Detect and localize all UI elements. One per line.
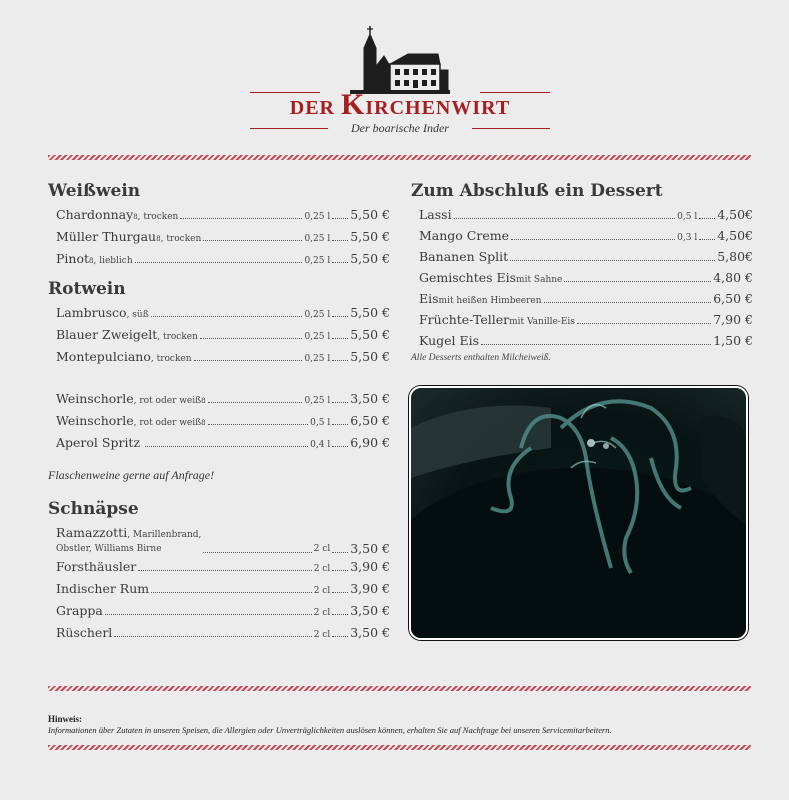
menu-item: Lambrusco , süß 0,25 l 5,50 € (56, 305, 390, 320)
hint-title: Hinweis: (48, 714, 83, 724)
menu-item: Indischer Rum 2 cl 3,90 € (56, 581, 390, 596)
rotwein-list (48, 302, 390, 368)
menu-item: Pinot 8 , lieblich 0,25 l 5,50 € (56, 251, 390, 266)
dessert-list (411, 204, 753, 351)
dessert-image-icon (411, 388, 748, 640)
restaurant-logo (250, 26, 550, 138)
menu-item: Aperol Spritz 0,4 l 6,90 € (56, 435, 390, 450)
schorle-list (48, 388, 390, 454)
menu-item: Lassi 0,5 l 4,50€ (419, 207, 753, 222)
church-building-icon (350, 26, 450, 94)
right-column (411, 178, 753, 369)
brand-name: DER KIRCHENWIRT (289, 88, 511, 121)
menu-item: Grappa 2 cl 3,50 € (56, 603, 390, 618)
menu-item: Chardonnay 8 , trocken 0,25 l 5,50 € (56, 207, 390, 222)
section-title-weisswein: Weißwein (48, 181, 141, 201)
schnaepse-list (48, 522, 390, 644)
section-title-rotwein: Rotwein (48, 279, 126, 299)
hint-text: Informationen über Zutaten in unseren Speisen, die Allergien oder Unverträglichkeiten auslösen können, erhalten Sie auf Nachfrage bei unseren Servicemitarbeitern. (48, 725, 612, 735)
menu-item: Kugel Eis 1,50 € (419, 333, 753, 348)
menu-item: Gemischtes Eis mit Sahne 4,80 € (419, 270, 753, 285)
bottom-divider-top (48, 686, 751, 691)
menu-item: Ramazzotti, Marillenbrand, Obstler, Williams Birne 2 cl 3,50 € (56, 525, 390, 556)
menu-item: Bananen Split 5,80€ (419, 249, 753, 264)
brand-subtitle: Der boarische Inder (351, 121, 449, 135)
menu-item: Weinschorle , rot oder weiß 8 0,25 l 3,50 € (56, 391, 390, 406)
menu-item: Montepulciano , trocken 0,25 l 5,50 € (56, 349, 390, 364)
allergy-hint (48, 714, 751, 736)
menu-item: Eis mit heißen Himbeeren 6,50 € (419, 291, 753, 306)
dessert-photo (409, 386, 748, 640)
menu-item: Mango Creme 0,3 l 4,50€ (419, 228, 753, 243)
weisswein-list (48, 204, 390, 270)
bottom-divider (48, 745, 751, 750)
bottle-wine-note: Flaschenweine gerne auf Anfrage! (48, 468, 215, 482)
left-column (48, 178, 390, 644)
menu-item: Blauer Zweigelt , trocken 0,25 l 5,50 € (56, 327, 390, 342)
section-title-dessert: Zum Abschluß ein Dessert (411, 181, 663, 201)
menu-item: Früchte-Teller mit Vanille-Eis 7,90 € (419, 312, 753, 327)
dessert-note: Alle Desserts enthalten Milcheiweiß. (411, 353, 551, 363)
menu-item: Rüscherl 2 cl 3,50 € (56, 625, 390, 640)
section-title-schnaepse: Schnäpse (48, 499, 139, 519)
menu-item: Weinschorle , rot oder weiß 8 0,5 l 6,50 € (56, 413, 390, 428)
menu-item: Müller Thurgau 8 , trocken 0,25 l 5,50 € (56, 229, 390, 244)
top-divider (48, 155, 751, 160)
menu-item: Forsthäusler 2 cl 3,90 € (56, 559, 390, 574)
